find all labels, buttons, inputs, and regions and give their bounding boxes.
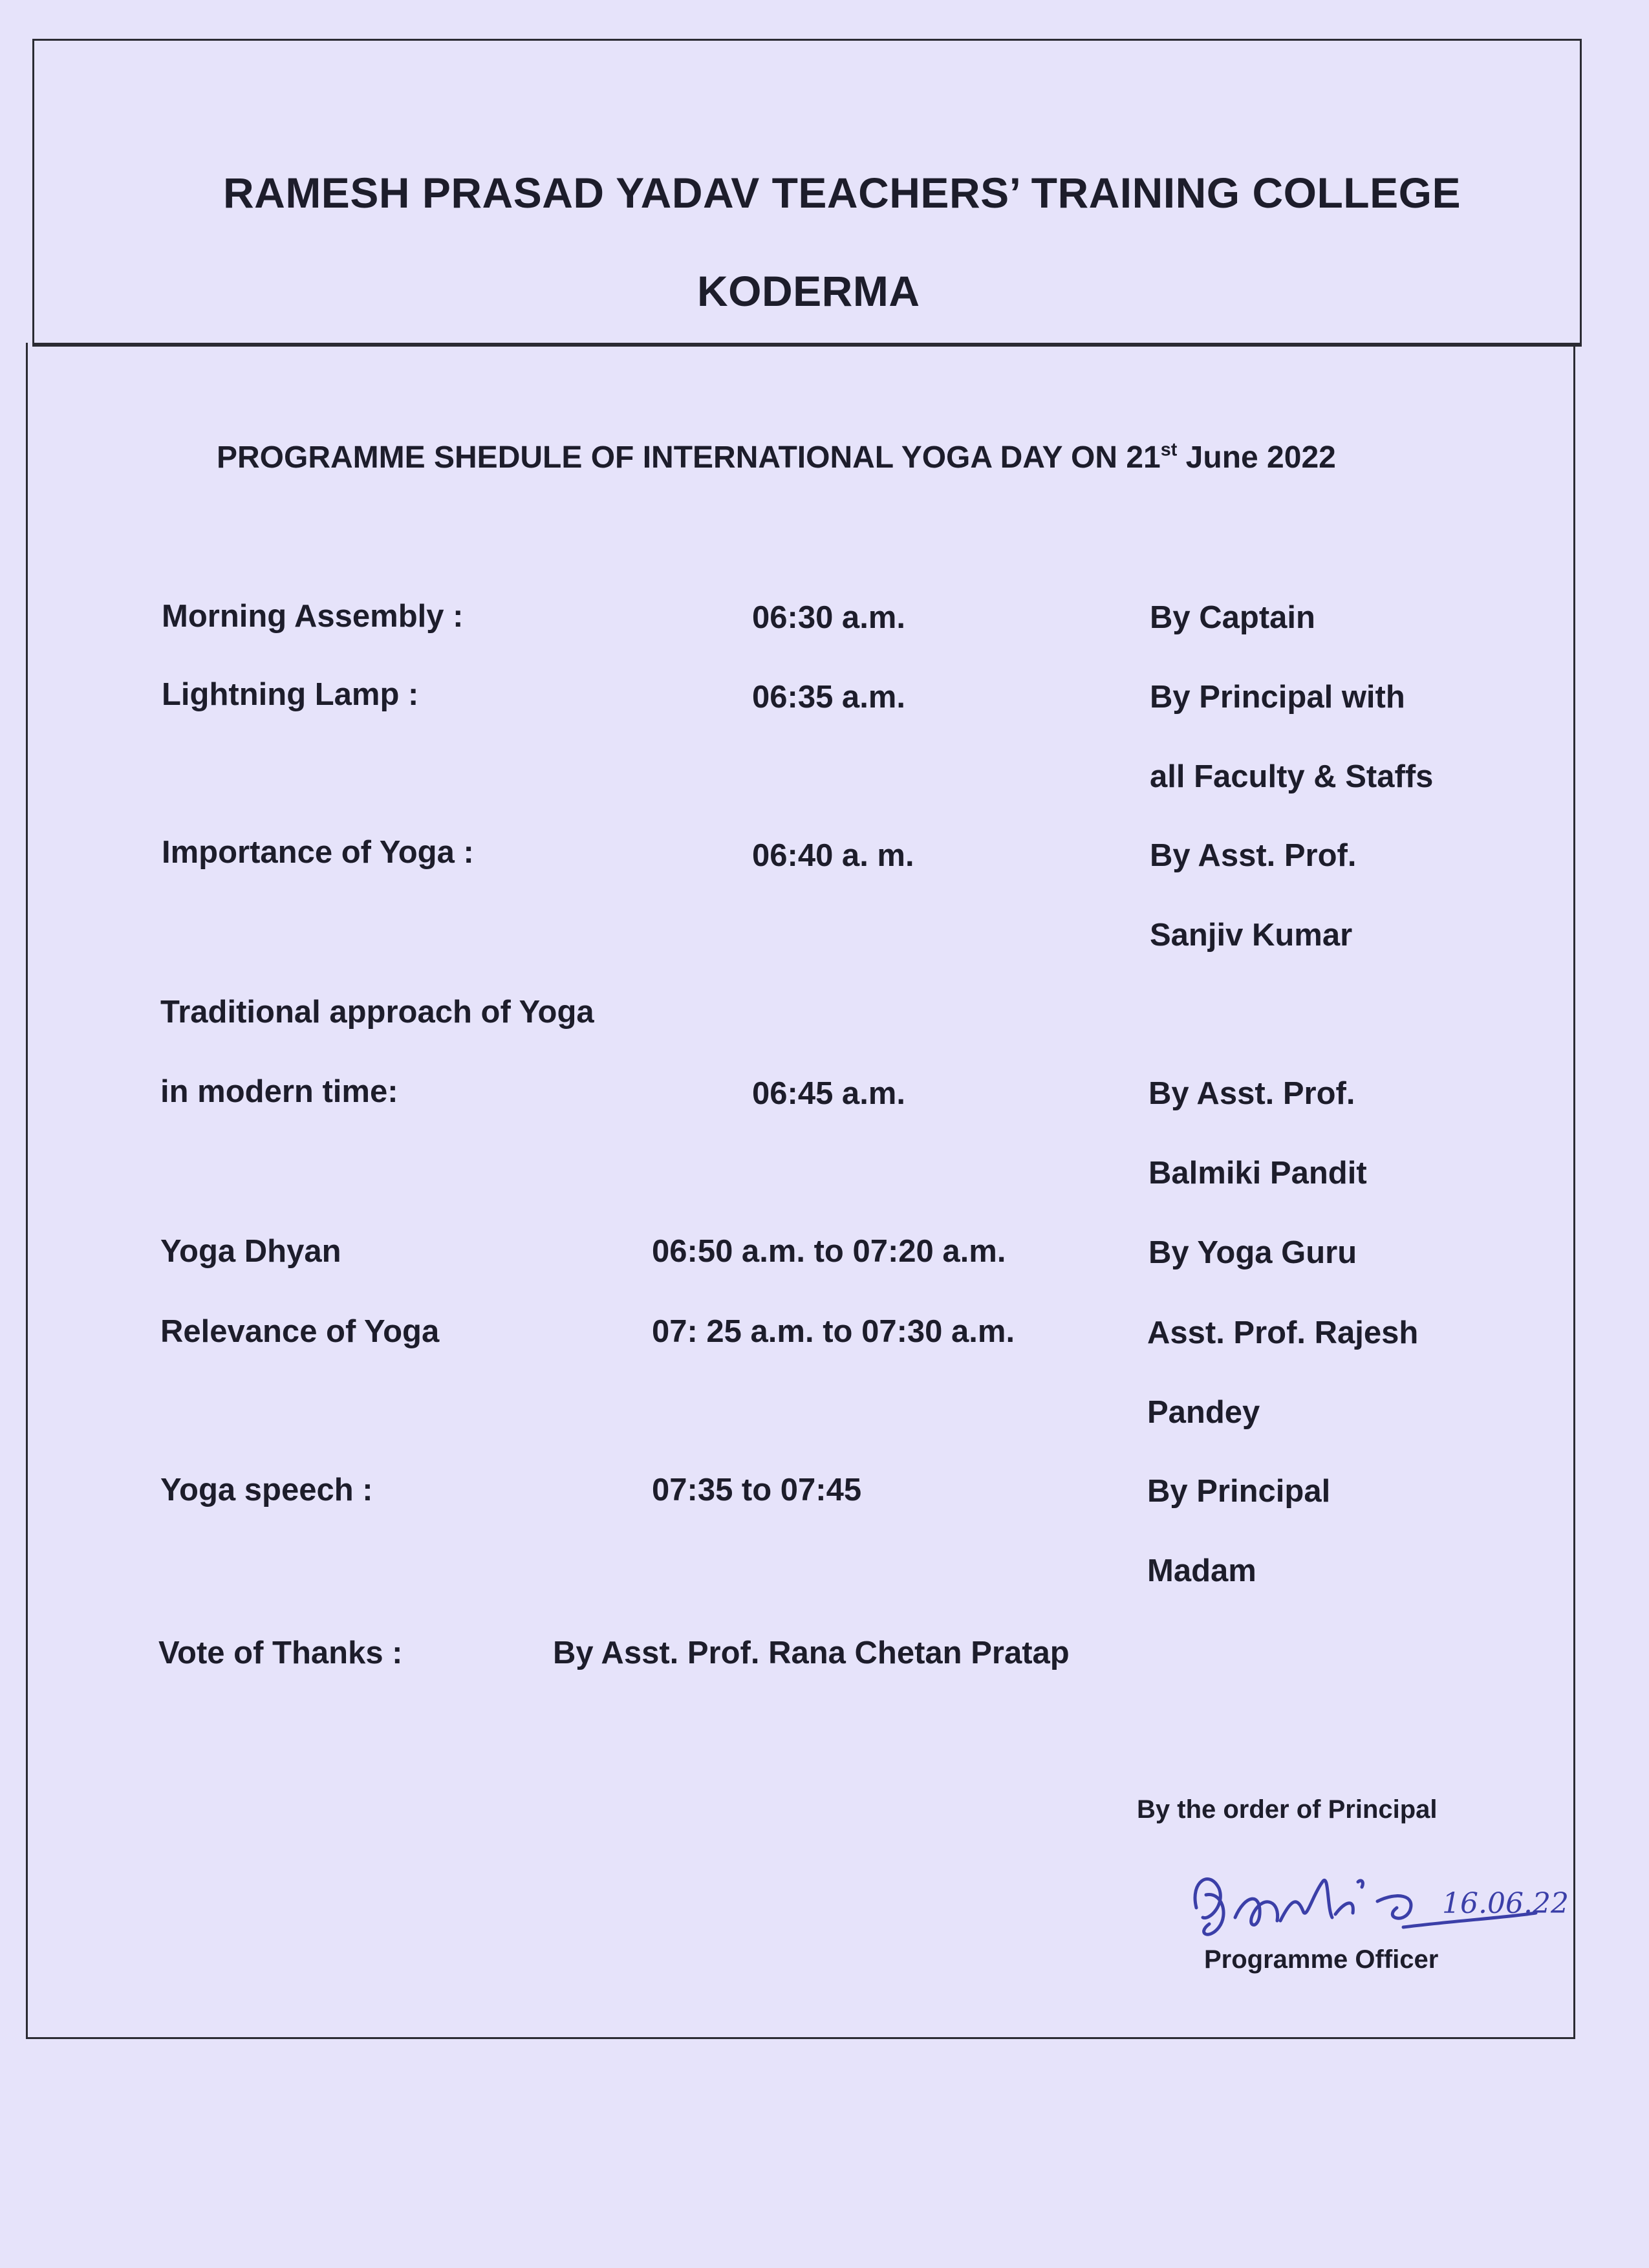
time-importance-of-yoga: 06:40 a. m. <box>752 838 914 873</box>
event-yoga-dhyan: Yoga Dhyan <box>160 1234 341 1269</box>
title-superscript: st <box>1160 439 1178 460</box>
by-yoga-speech-line1: By Principal <box>1147 1474 1331 1509</box>
time-yoga-dhyan: 06:50 a.m. to 07:20 a.m. <box>652 1234 1006 1269</box>
time-lightning-lamp: 06:35 a.m. <box>752 680 905 715</box>
title-prefix: PROGRAMME SHEDULE OF INTERNATIONAL YOGA DAY ON 21 <box>217 440 1161 475</box>
event-importance-of-yoga: Importance of Yoga : <box>162 835 474 870</box>
by-traditional-approach-line2: Balmiki Pandit <box>1148 1156 1367 1191</box>
by-morning-assembly: By Captain <box>1150 600 1315 635</box>
signature-date: 16.06.22 <box>1442 1887 1569 1920</box>
college-location: KODERMA <box>697 267 920 315</box>
by-relevance-of-yoga-line1: Asst. Prof. Rajesh <box>1147 1315 1419 1350</box>
by-relevance-of-yoga-line2: Pandey <box>1147 1395 1260 1430</box>
event-traditional-approach-line1: Traditional approach of Yoga <box>160 995 594 1030</box>
by-yoga-speech-line2: Madam <box>1147 1553 1256 1588</box>
header-divider <box>32 343 1580 345</box>
by-lightning-lamp-line1: By Principal with <box>1150 680 1405 715</box>
programme-title <box>217 440 1336 475</box>
order-of-principal: By the order of Principal <box>1137 1795 1438 1824</box>
time-relevance-of-yoga: 07: 25 a.m. to 07:30 a.m. <box>652 1314 1015 1349</box>
by-yoga-dhyan: By Yoga Guru <box>1148 1235 1357 1270</box>
event-yoga-speech: Yoga speech : <box>160 1473 373 1507</box>
vote-of-thanks-by: By Asst. Prof. Rana Chetan Pratap <box>553 1636 1070 1670</box>
by-importance-of-yoga-line2: Sanjiv Kumar <box>1150 918 1353 953</box>
event-relevance-of-yoga: Relevance of Yoga <box>160 1314 440 1349</box>
title-suffix: June 2022 <box>1177 440 1336 475</box>
programme-officer: Programme Officer <box>1204 1945 1439 1974</box>
event-lightning-lamp: Lightning Lamp : <box>162 677 419 712</box>
by-traditional-approach-line1: By Asst. Prof. <box>1148 1076 1355 1111</box>
event-morning-assembly: Morning Assembly : <box>162 599 464 634</box>
time-morning-assembly: 06:30 a.m. <box>752 600 905 635</box>
event-traditional-approach-line2: in modern time: <box>160 1074 398 1109</box>
by-lightning-lamp-line2: all Faculty & Staffs <box>1150 759 1434 794</box>
time-yoga-speech: 07:35 to 07:45 <box>652 1473 862 1507</box>
by-importance-of-yoga-line1: By Asst. Prof. <box>1150 838 1357 873</box>
time-traditional-approach: 06:45 a.m. <box>752 1076 905 1111</box>
vote-of-thanks-label: Vote of Thanks : <box>158 1636 403 1670</box>
college-name: RAMESH PRASAD YADAV TEACHERS’ TRAINING COLLEGE <box>223 169 1461 217</box>
